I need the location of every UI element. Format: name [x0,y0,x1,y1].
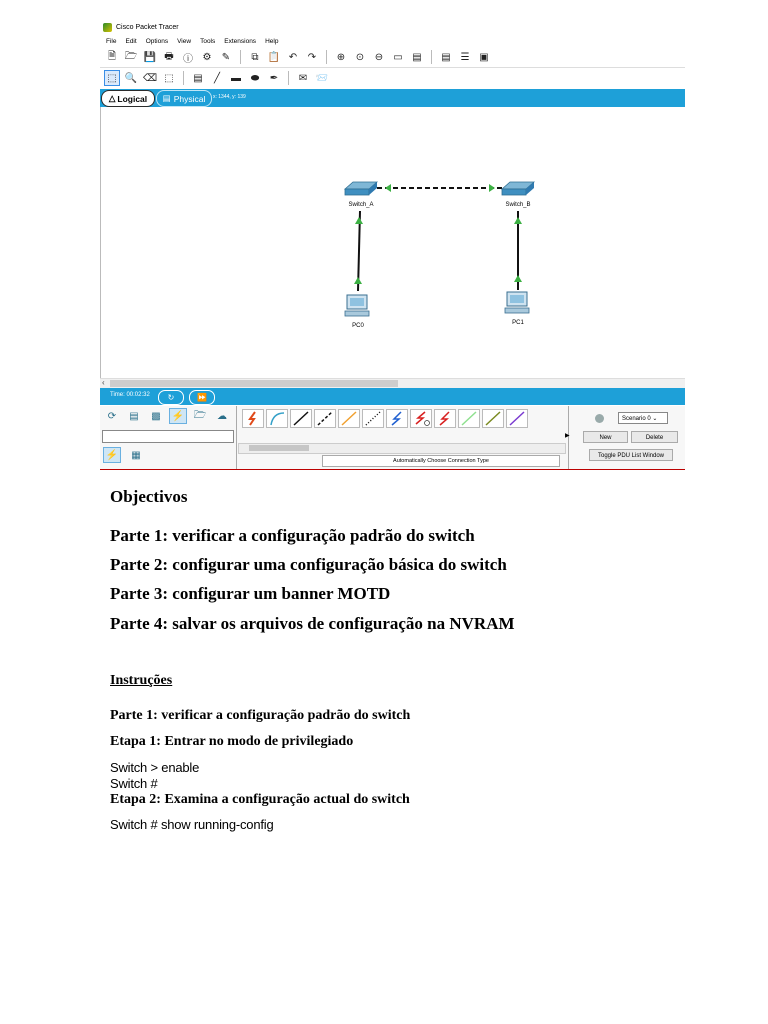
logical-workspace[interactable] [100,107,685,378]
switch-b-label: Switch_B [505,202,531,208]
workspace-tab-bar [100,89,685,107]
resize-icon[interactable]: ⬚ [164,72,174,84]
iot-cable-icon[interactable] [482,409,504,428]
save-icon[interactable]: 💾 [143,51,157,63]
packet-tracer-logo-icon [103,23,112,32]
multiuser-icon[interactable]: ☁ [217,410,227,422]
end-devices-icon[interactable]: ▤ [129,410,139,422]
connection-scrollbar[interactable] [238,443,566,454]
scenario-select-value: Scenario 0 [622,416,651,422]
device-search-field[interactable] [102,430,234,443]
objective-part-3: Parte 3: configurar um banner MOTD [110,584,391,603]
custom-devices-icon[interactable]: ▤ [412,51,422,63]
link-status-up-icon [385,184,391,192]
new-scenario-button[interactable]: New [583,431,628,443]
switch-a-label: Switch_A [348,202,374,208]
fiber-cable-icon[interactable] [338,409,360,428]
pc0-label: PC0 [352,323,364,329]
new-file-icon[interactable]: 🗎 [107,50,117,62]
menu-tools[interactable]: Tools [200,37,216,45]
components-icon[interactable]: ▩ [151,410,161,422]
toolbar-separator [183,71,184,85]
pc0-icon[interactable] [345,295,369,316]
connections-subtype-icon[interactable]: ⚡ [105,449,119,461]
auto-connection-icon[interactable] [242,409,264,428]
topology-diagram [101,107,685,378]
serial-dce-cable-icon[interactable] [410,409,432,428]
tab-physical[interactable] [156,90,212,107]
pc1-icon[interactable] [505,292,529,313]
scrollbar-thumb[interactable] [110,380,398,387]
connection-type-label: Automatically Choose Connection Type [322,455,560,467]
drawing-palette-icon[interactable]: ▭ [393,51,403,63]
window-title: Cisco Packet Tracer [116,23,179,31]
step1-command-prompt: Switch # [110,776,158,791]
packet-tracer-screenshot [100,18,685,470]
phone-cable-icon[interactable] [362,409,384,428]
device-type-selector [100,406,237,470]
redo-icon[interactable]: ↷ [307,51,317,63]
copy-icon[interactable]: ⧉ [251,51,259,63]
coaxial-cable-icon[interactable] [386,409,408,428]
physical-icon: ▤ [162,93,171,103]
step1-command-enable: Switch > enable [110,760,200,775]
delete-icon[interactable]: ⌫ [142,72,158,84]
time-display: Time: 00:02:32 [110,392,150,398]
place-note-icon[interactable]: ▤ [193,72,203,84]
select-icon[interactable]: ⬚ [105,71,119,85]
fast-forward-button[interactable] [189,390,215,405]
expand-arrow-icon[interactable]: ▶ [565,433,570,439]
zoom-reset-icon[interactable]: ⊙ [355,51,365,63]
pdu-icon[interactable]: ☰ [460,51,470,63]
delete-scenario-button[interactable]: Delete [631,431,678,443]
console-cable-icon[interactable] [266,409,288,428]
step2-heading: Etapa 2: Examina a configuração actual do switch [110,792,410,807]
tools-toolbar [100,68,685,88]
grid-icon[interactable]: ▦ [131,449,141,461]
crossover-cable-icon[interactable] [314,409,336,428]
step1-heading: Etapa 1: Entrar no modo de privilegiado [110,734,354,749]
realtime-bar [100,388,685,405]
objective-part-1: Parte 1: verificar a configuração padrão do switch [110,526,475,545]
paste-icon[interactable]: 📋 [267,51,281,63]
add-complex-pdu-icon[interactable]: 📨 [315,72,329,84]
toolbar-separator [288,71,289,85]
toolbar-separator [326,50,327,64]
menu-file[interactable]: File [106,37,117,45]
menu-view[interactable]: View [177,37,192,45]
objective-part-4: Parte 4: salvar os arquivos de configuração na NVRAM [110,614,515,633]
tab-logical[interactable] [101,90,155,107]
print-icon[interactable]: 🖶 [164,50,174,62]
cursor-coordinates: x: 1344, y: 139 [213,94,246,100]
draw-rectangle-icon[interactable]: ▬ [231,72,241,84]
misc-icon[interactable]: 🗁 [193,409,207,421]
fire-icon[interactable] [595,414,604,423]
tab-logical-label: Logical [117,93,148,104]
inspect-icon[interactable]: 🔍 [124,72,138,84]
octal-cable-icon[interactable] [458,409,480,428]
window-title-bar [100,20,685,34]
power-icon: ↻ [167,393,175,402]
logical-icon: △ [108,93,116,103]
part1-heading: Parte 1: verificar a configuração padrão do switch [110,708,411,723]
workspace-horizontal-scrollbar[interactable] [100,378,685,388]
power-cycle-button[interactable] [158,390,184,405]
scrollbar-thumb[interactable] [249,445,309,451]
objectives-heading: Objectivos [110,487,188,506]
open-folder-icon[interactable]: 🗁 [124,50,138,62]
serial-dte-cable-icon[interactable] [434,409,456,428]
network-devices-icon[interactable]: ⟳ [107,410,117,422]
tab-physical-label: Physical [173,93,206,104]
scenario-select[interactable]: Scenario 0 ⌄ [618,412,668,424]
toolbar-separator [240,50,241,64]
step2-command: Switch # show running-config [110,817,274,832]
notes-icon[interactable]: ▤ [441,51,451,63]
add-simple-pdu-icon[interactable]: ✉ [298,72,308,84]
objective-part-2: Parte 2: configurar uma configuração básica do switch [110,555,507,574]
toolbar-separator [431,50,432,64]
connections-icon[interactable]: ⚡ [171,410,185,422]
draw-ellipse-icon[interactable]: ⬬ [250,72,260,84]
link-status-up-icon [354,277,362,284]
network-wizard-icon[interactable]: ⚙ [202,51,212,63]
zoom-out-icon[interactable]: ⊖ [374,51,384,63]
link-status-up-icon [514,217,522,224]
pc1-label: PC1 [512,320,524,326]
freeform-icon[interactable]: ✒ [269,72,279,84]
zoom-in-icon[interactable]: ⊕ [336,51,346,63]
menu-help[interactable]: Help [265,37,279,45]
undo-icon[interactable]: ↶ [288,51,298,63]
fast-forward-icon: ⏩ [197,393,207,402]
link-status-up-icon [489,184,495,192]
menu-bar [100,35,685,47]
straight-through-cable-icon[interactable] [290,409,312,428]
screenshot-icon[interactable]: ▣ [479,51,489,63]
usb-cable-icon[interactable] [506,409,528,428]
menu-edit[interactable]: Edit [125,37,137,45]
toggle-pdu-list-button[interactable]: Toggle PDU List Window [589,449,673,461]
switch-b-icon[interactable] [502,182,534,195]
link-status-up-icon [355,217,363,224]
switch-a-icon[interactable] [345,182,377,195]
draw-line-icon[interactable]: ╱ [213,72,221,84]
instructions-heading: Instruções [110,673,173,688]
activity-wizard-icon[interactable]: ✎ [221,51,231,63]
scroll-left-icon[interactable]: ‹ [102,378,105,387]
connection-types-panel [238,406,576,470]
device-panel [100,406,685,470]
link-status-up-icon [514,275,522,282]
menu-options[interactable]: Options [145,37,169,45]
main-toolbar [100,47,685,68]
scenario-panel [565,406,685,470]
screenshot-bottom-border [100,469,685,470]
info-icon[interactable]: ⓘ [183,53,193,65]
menu-extensions[interactable]: Extensions [224,37,257,45]
